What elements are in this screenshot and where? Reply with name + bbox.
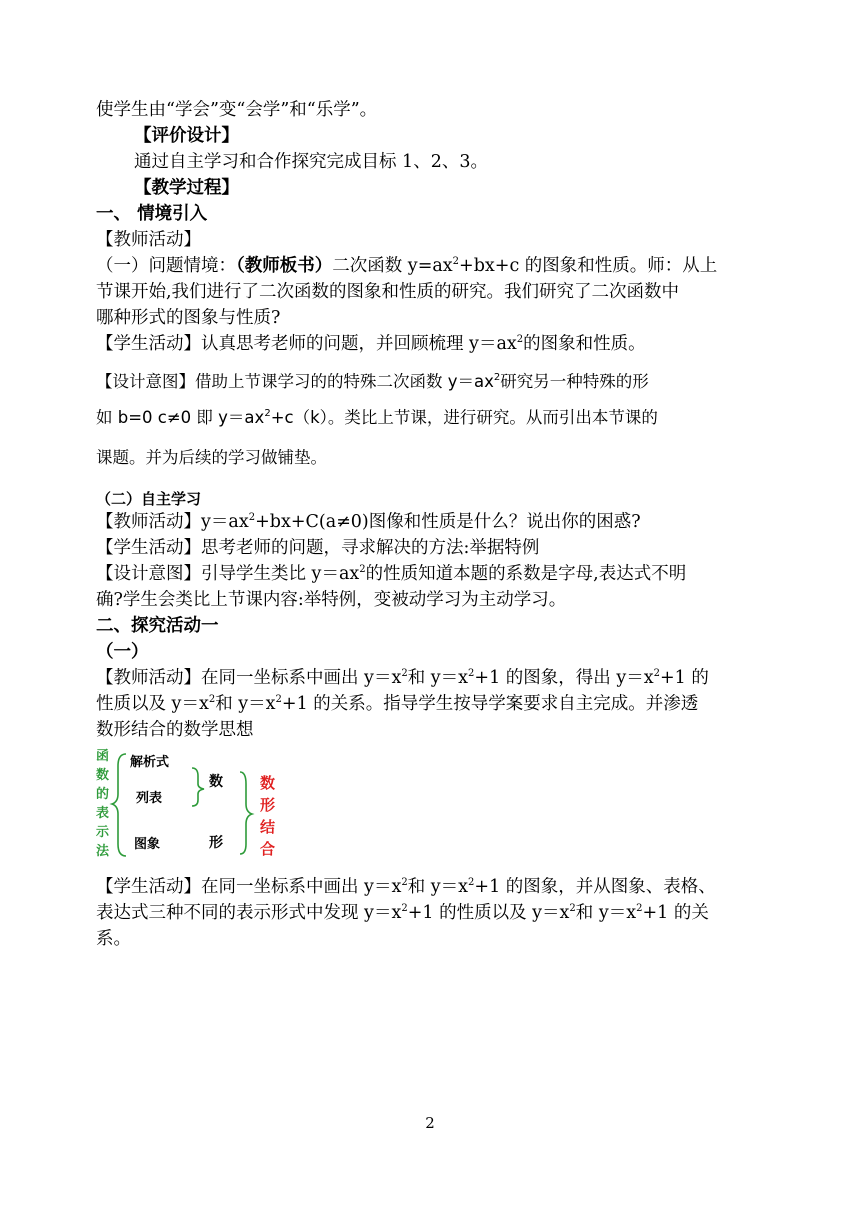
superscript: 2 (208, 694, 216, 705)
section-heading-evaluation: 【评价设计】 (134, 126, 239, 146)
text-span: 如 b=0 c≠0 即 y＝ax (96, 408, 265, 427)
right-title-char: 结 (260, 818, 276, 836)
paragraph-line: 课题。并为后续的学习做铺垫。 (96, 448, 327, 467)
paragraph-line: 【教师活动】 (96, 230, 201, 250)
superscript: 2 (569, 903, 576, 914)
right-title-vertical (260, 774, 276, 858)
superscript: 2 (516, 334, 524, 345)
superscript: 2 (636, 903, 643, 914)
paragraph-line: 哪种形式的图象与性质? (96, 308, 281, 328)
paragraph-line (96, 874, 766, 900)
paragraph-line (96, 665, 766, 691)
section-heading-process: 【教学过程】 (134, 178, 239, 198)
superscript: 2 (401, 903, 408, 914)
superscript: 2 (248, 512, 256, 523)
text-span: +1 的图象，并从图象、表格、 (474, 877, 716, 897)
superscript: 2 (468, 877, 475, 888)
page-number: 2 (425, 1114, 435, 1132)
paragraph-line (96, 253, 766, 279)
text-span: （一）问题情境： (96, 256, 236, 276)
label-shape: 形 (209, 835, 223, 851)
paragraph-line: 通过自主学习和合作探究完成目标 1、2、3。 (134, 152, 488, 172)
section-heading-intro: 一、 情境引入 (96, 204, 208, 224)
right-title-char: 形 (260, 796, 276, 814)
subsection-heading-self-study: （二）自主学习 (96, 490, 202, 508)
left-title-char: 函 (96, 749, 110, 764)
left-title-char: 数 (96, 768, 110, 783)
middle-brace (192, 768, 204, 806)
text-span: +1 的性质以及 y＝x (407, 903, 570, 923)
text-span: +1 的图象，得出 y＝x (474, 668, 654, 688)
left-brace (112, 754, 126, 856)
text-span: 研究另一种特殊的形 (500, 372, 649, 391)
left-title-char: 的 (96, 787, 110, 802)
paragraph-line (96, 369, 766, 395)
text-span: 和 y＝x (407, 668, 469, 688)
text-span: 【设计意图】借助上节课学习的的特殊二次函数 y＝ax (96, 372, 494, 391)
right-brace (240, 772, 252, 854)
text-span: +1 的关 (642, 903, 709, 923)
text-span: +1 的关系。指导学生按导学案要求自主完成。并渗透 (281, 694, 699, 714)
text-span: 表达式三种不同的表示形式中发现 y＝x (96, 903, 402, 923)
text-span: 【教师活动】在同一坐标系中画出 y＝x (96, 668, 402, 688)
paragraph-line (96, 561, 766, 587)
superscript: 2 (493, 372, 501, 383)
left-title-vertical (96, 748, 110, 859)
superscript: 2 (401, 668, 408, 679)
superscript: 2 (452, 256, 460, 267)
label-number: 数 (209, 774, 223, 790)
text-span: 性质以及 y＝x (96, 694, 209, 714)
text-span: 【学生活动】认真思考老师的问题，并回顾梳理 y＝ax (96, 334, 517, 354)
paragraph-line: 【学生活动】思考老师的问题，寻求解决的方法:举据特例 (96, 538, 540, 558)
left-title-char: 示 (96, 825, 110, 840)
superscript: 2 (401, 877, 408, 888)
left-title-char: 法 (96, 844, 110, 859)
text-span: +bx+C(a≠0)图像和性质是什么？说出你的困惑? (255, 512, 641, 532)
text-span: +c（k）。类比上节课，进行研究。从而引出本节课的 (270, 408, 658, 427)
item-graph: 图象 (134, 837, 161, 852)
text-span: 【教师活动】y＝ax (96, 512, 249, 532)
superscript: 2 (653, 668, 660, 679)
text-span: 和 y＝x (407, 877, 469, 897)
item-analytic-expression: 解析式 (130, 755, 170, 770)
text-span: 【设计意图】引导学生类比 y＝ax (96, 564, 360, 584)
text-span: 【学生活动】在同一坐标系中画出 y＝x (96, 877, 402, 897)
superscript: 2 (468, 668, 475, 679)
text-span: 和 y＝x (575, 903, 637, 923)
text-span: +bx+c 的图象和性质。师：从上 (459, 256, 718, 276)
paragraph-line (96, 691, 766, 717)
superscript: 2 (264, 408, 271, 419)
paragraph-line (96, 509, 766, 535)
paragraph-line (96, 405, 766, 431)
paragraph-line: 使学生由“学会”变“会学”和“乐学”。 (96, 100, 378, 120)
text-span: 和 y＝x (215, 694, 276, 714)
paragraph-line: 确?学生会类比上节课内容:举特例，变被动学习为主动学习。 (96, 590, 567, 610)
paragraph-line (96, 900, 766, 926)
paragraph-line (96, 331, 766, 357)
item-table: 列表 (136, 791, 163, 806)
right-title-char: 数 (260, 774, 276, 792)
paragraph-line: 数形结合的数学思想 (96, 720, 254, 740)
paragraph-line: 系。 (96, 929, 131, 949)
text-span: 的性质知道本题的系数是字母,表达式不明 (365, 564, 687, 584)
text-span: 的图象和性质。 (523, 334, 646, 354)
text-span-bold: （教师板书） (236, 256, 333, 276)
text-span: 二次函数 y=ax (332, 256, 453, 276)
left-title-char: 表 (96, 806, 110, 821)
superscript: 2 (275, 694, 282, 705)
representation-diagram (92, 744, 292, 866)
right-title-char: 合 (260, 840, 276, 858)
paragraph-line: 节课开始,我们进行了二次函数的图象和性质的研究。我们研究了二次函数中 (96, 282, 680, 302)
text-span: +1 的 (659, 668, 709, 688)
superscript: 2 (359, 564, 366, 575)
section-heading-inquiry: 二、探究活动一 (96, 616, 219, 636)
subsection-heading-one: （一） (96, 642, 149, 662)
